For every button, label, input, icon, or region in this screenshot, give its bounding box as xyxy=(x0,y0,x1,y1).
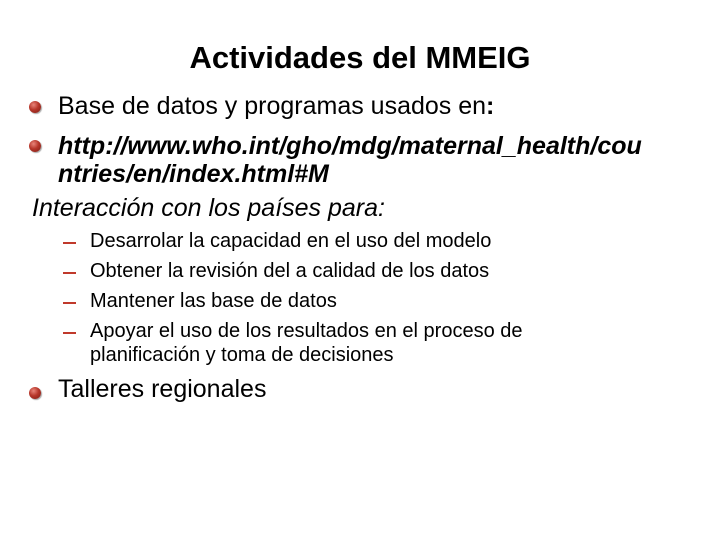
dash-bullet-icon xyxy=(63,272,76,274)
sphere-bullet-icon xyxy=(29,387,41,399)
bullet-databases-colon: : xyxy=(486,92,495,120)
sub-item-maintain: Mantener las base de datos xyxy=(90,290,337,312)
dash-bullet-icon xyxy=(63,302,76,304)
slide-title: Actividades del MMEIG xyxy=(189,40,531,75)
bullet-databases-text: Base de datos y programas usados en xyxy=(58,92,487,120)
dash-bullet-icon xyxy=(63,332,76,334)
sub-item-support-line2: planificación y toma de decisiones xyxy=(90,344,394,366)
bullet-url-line2[interactable]: ntries/en/index.html#M xyxy=(58,160,329,188)
sub-item-capacity: Desarrolar la capacidad en el uso del modelo xyxy=(90,230,492,252)
sphere-bullet-icon xyxy=(29,140,41,152)
bullet-url-line1[interactable]: http://www.who.int/gho/mdg/maternal_health/cou xyxy=(58,132,642,160)
sub-item-review: Obtener la revisión del a calidad de los datos xyxy=(90,260,490,282)
sphere-bullet-icon xyxy=(29,101,41,113)
sub-item-support-line1: Apoyar el uso de los resultados en el proceso de xyxy=(90,320,523,342)
bullet-databases xyxy=(58,91,494,121)
interaction-heading: Interacción con los países para: xyxy=(32,194,385,222)
bullet-regional-workshops: Talleres regionales xyxy=(58,375,267,403)
dash-bullet-icon xyxy=(63,242,76,244)
